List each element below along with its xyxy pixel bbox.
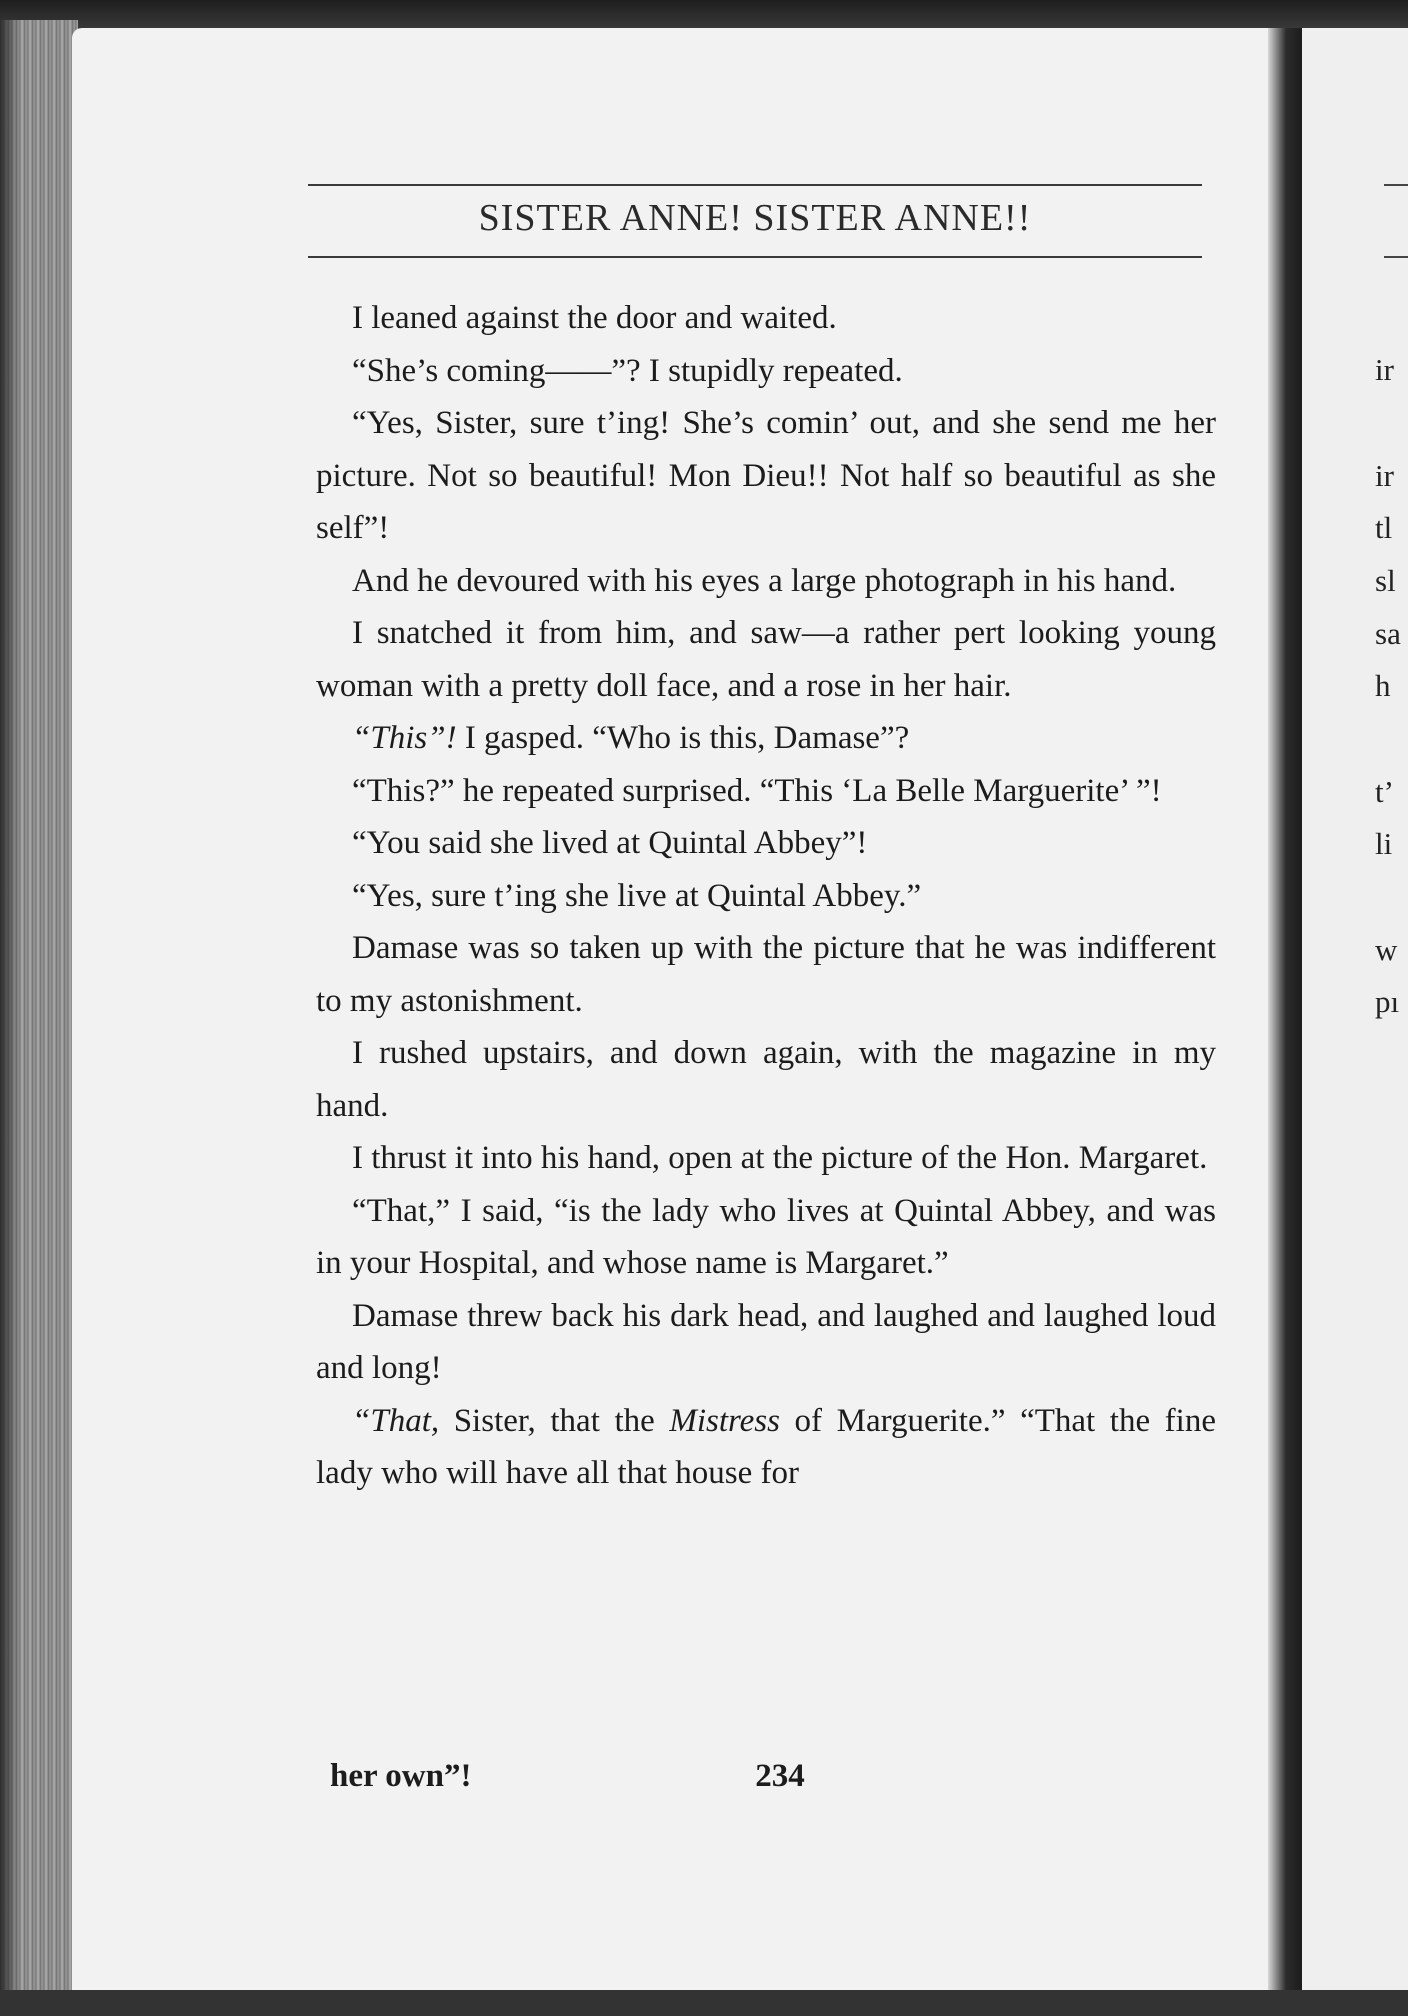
paragraph: “Yes, Sister, sure t’ing! She’s comin’ out, and she send me her picture. Not so beautiful! Mon Dieu!! Not half so beautiful as she self”! bbox=[316, 405, 1216, 546]
paragraph: I leaned against the door and waited. bbox=[352, 300, 837, 336]
facing-header-rule-top bbox=[1384, 184, 1408, 186]
facing-page-fragment: tl bbox=[1375, 510, 1393, 545]
paragraph: Damase threw back his dark head, and laughed and laughed loud and long! bbox=[316, 1297, 1216, 1386]
scan-background-bottom bbox=[0, 1990, 1408, 2016]
facing-page-fragment: t’ bbox=[1375, 774, 1394, 809]
paragraph: “Yes, sure t’ing she live at Quintal Abbey.” bbox=[352, 877, 922, 914]
emphasis-this: “This”! bbox=[352, 720, 457, 756]
paragraph: “That,” I said, “is the lady who lives at Quintal Abbey, and was in your Hospital, and whose name is Margaret.” bbox=[316, 1192, 1216, 1281]
spine-shadow bbox=[0, 20, 20, 2016]
paragraph: I snatched it from him, and saw—a rather pert looking young woman with a pretty doll face, and a rose in her hair. bbox=[316, 615, 1216, 704]
facing-page bbox=[1302, 28, 1408, 2016]
emphasis-that: “That, bbox=[352, 1402, 440, 1439]
paragraph: “You said she lived at Quintal Abbey”! bbox=[352, 825, 868, 861]
facing-page-fragment: sa bbox=[1375, 616, 1401, 651]
facing-page-fragment: pı bbox=[1375, 984, 1400, 1019]
last-line: her own”! bbox=[330, 1758, 472, 1794]
book-gutter bbox=[1268, 28, 1304, 2016]
paragraph-text: Sister, that the bbox=[453, 1402, 655, 1439]
body-text bbox=[316, 292, 1216, 1500]
facing-page-fragment: w bbox=[1375, 932, 1398, 967]
header-rule-top bbox=[308, 184, 1202, 186]
paragraph: “This?” he repeated surprised. “This ‘La Belle Marguerite’ ”! bbox=[352, 772, 1162, 809]
facing-page-fragment: h bbox=[1375, 668, 1391, 703]
facing-page-fragment: sl bbox=[1375, 563, 1396, 598]
paragraph: Damase was so taken up with the picture that he was indifferent to my astonishment. bbox=[316, 930, 1216, 1019]
paragraph-text: of Marguerite.” “That the fine lady who will have all that house for bbox=[316, 1402, 1216, 1491]
paragraph: I rushed upstairs, and down again, with the magazine in my hand. bbox=[316, 1035, 1216, 1124]
paragraph bbox=[316, 1395, 1216, 1500]
facing-header-rule-bottom bbox=[1384, 256, 1408, 258]
facing-page-fragment: ir bbox=[1375, 458, 1394, 493]
scan-background-top bbox=[0, 0, 1408, 30]
page-number: 234 bbox=[755, 1758, 805, 1794]
paragraph-text: I gasped. “Who is this, Damase”? bbox=[464, 720, 910, 756]
paragraph: I thrust it into his hand, open at the picture of the Hon. Margaret. bbox=[352, 1140, 1208, 1176]
paragraph bbox=[316, 712, 1216, 765]
facing-page-fragment: ir bbox=[1375, 352, 1394, 387]
paragraph: And he devoured with his eyes a large photograph in his hand. bbox=[352, 562, 1177, 599]
running-head: SISTER ANNE! SISTER ANNE!! bbox=[478, 197, 1032, 239]
paragraph: “She’s coming——”? I stupidly repeated. bbox=[352, 352, 903, 389]
facing-page-fragment: li bbox=[1375, 826, 1393, 861]
emphasis-mistress: Mistress bbox=[669, 1402, 780, 1439]
header-rule-bottom bbox=[308, 256, 1202, 258]
